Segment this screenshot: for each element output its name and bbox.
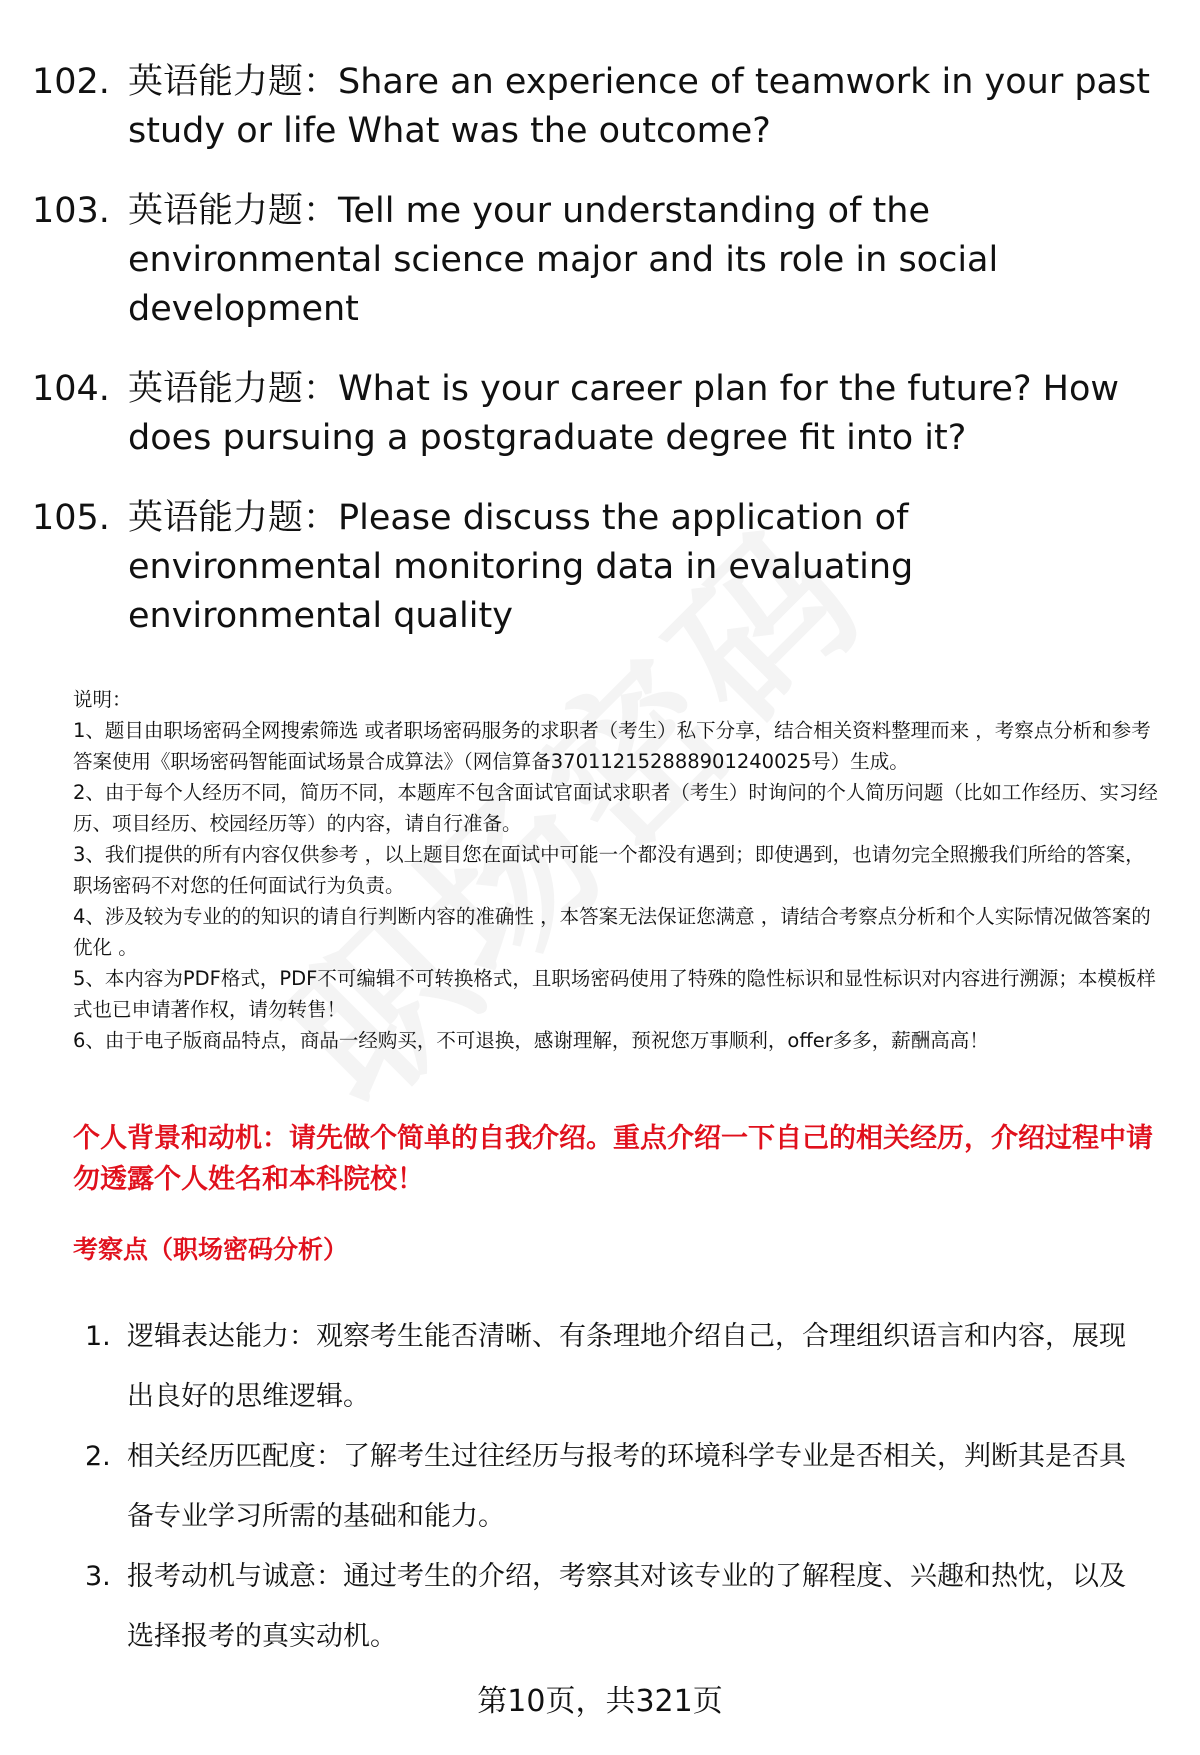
analysis-point: [85, 1547, 1135, 1667]
question-list: [32, 58, 1162, 672]
question-item: [32, 58, 1162, 156]
analysis-point: [85, 1427, 1135, 1547]
question-item: [32, 365, 1162, 463]
analysis-subheading: 考察点（职场密码分析）: [73, 1235, 349, 1264]
notes-section: [73, 684, 1163, 1056]
note-item: 6、由于电子版商品特点，商品一经购买，不可退换，感谢理解，预祝您万事顺利，offer多多，薪酬高高！: [73, 1029, 989, 1052]
question-number: 105.: [32, 498, 110, 538]
point-number: 2.: [85, 1441, 111, 1472]
page-footer: 第10页，共321页: [477, 1684, 723, 1719]
notes-title: 说明：: [73, 688, 132, 711]
question-item: [32, 187, 1162, 334]
note-item: 4、涉及较为专业的的知识的请自行判断内容的准确性 ，本答案无法保证您满意 ，请结合考察点分析和个人实际情况做答案的优化 。: [73, 905, 1151, 959]
question-number: 102.: [32, 62, 110, 102]
point-number: 1.: [85, 1321, 111, 1352]
point-text: 逻辑表达能力：观察考生能否清晰、有条理地介绍自己，合理组织语言和内容，展现出良好的思维逻辑。: [127, 1321, 1126, 1412]
note-item: 2、由于每个人经历不同，简历不同，本题库不包含面试官面试求职者（考生）时询问的个人简历问题（比如工作经历、实习经历、项目经历、校园经历等）的内容，请自行准备。: [73, 781, 1158, 835]
point-text: 报考动机与诚意：通过考生的介绍，考察其对该专业的了解程度、兴趣和热忱，以及选择报考的真实动机。: [127, 1561, 1126, 1652]
question-text: 英语能力题：Please discuss the application of environmental monitoring data in evaluating environmental quality: [128, 498, 914, 636]
point-text: 相关经历匹配度：了解考生过往经历与报考的环境科学专业是否相关，判断其是否具备专业学习所需的基础和能力。: [127, 1441, 1126, 1532]
question-number: 103.: [32, 191, 110, 231]
section-heading: 个人背景和动机：请先做个简单的自我介绍。重点介绍一下自己的相关经历，介绍过程中请勿透露个人姓名和本科院校！: [73, 1123, 1153, 1195]
question-number: 104.: [32, 369, 110, 409]
analysis-point-list: [85, 1307, 1135, 1667]
question-text: 英语能力题：Share an experience of teamwork in your past study or life What was the outcome?: [128, 62, 1150, 151]
note-item: 3、我们提供的所有内容仅供参考 ，以上题目您在面试中可能一个都没有遇到；即使遇到，也请勿完全照搬我们所给的答案，职场密码不对您的任何面试行为负责。: [73, 843, 1145, 897]
question-text: 英语能力题：Tell me your understanding of the environmental science major and its role in social development: [128, 191, 999, 329]
point-number: 3.: [85, 1561, 111, 1592]
note-item: 1、题目由职场密码全网搜索筛选 或者职场密码服务的求职者（考生）私下分享，结合相关资料整理而来 ，考察点分析和参考答案使用《职场密码智能面试场景合成算法》（网信算备370112152888901240025号）生成。: [73, 719, 1151, 773]
question-text: 英语能力题：What is your career plan for the future? How does pursuing a postgraduate degree fit into it?: [128, 369, 1120, 458]
note-item: 5、本内容为PDF格式，PDF不可编辑不可转换格式，且职场密码使用了特殊的隐性标识和显性标识对内容进行溯源；本模板样式也已申请著作权，请勿转售！: [73, 967, 1156, 1021]
analysis-point: [85, 1307, 1135, 1427]
question-item: [32, 494, 1162, 641]
